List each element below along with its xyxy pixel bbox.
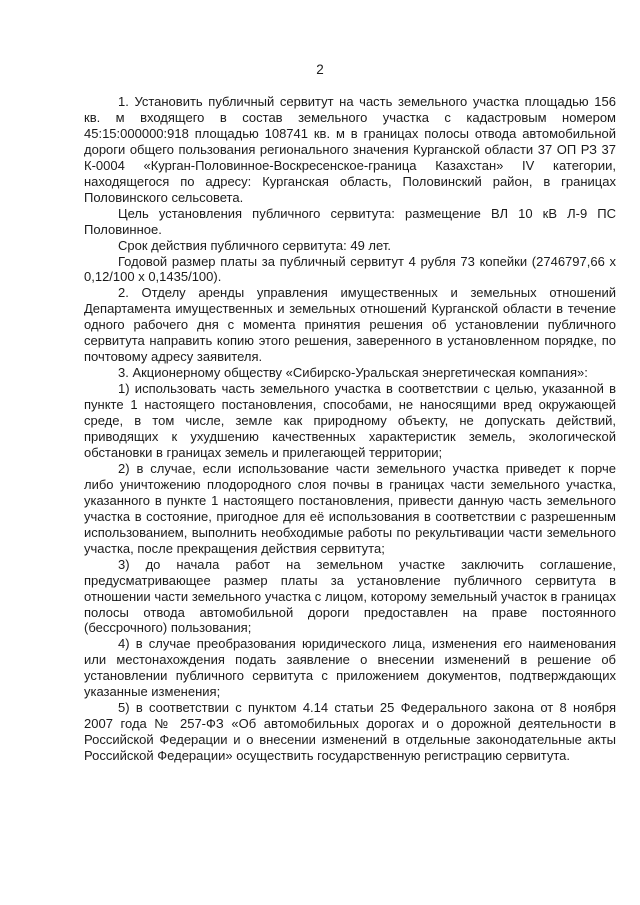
subparagraph-5: 5) в соответствии с пунктом 4.14 статьи 25 Федерального закона от 8 ноября 2007 года № 257-ФЗ «Об автомобильных дорогах и о дорожной деятельности в Российской Федерации и о внесении изменений в отдельные законодательные акты Российской Федерации» осуществить государственную регистрацию сервитута. [84, 700, 616, 764]
paragraph-2-department: 2. Отделу аренды управления имущественных и земельных отношений Департамента имущественных и земельных отношений Курганской области в течение одного рабочего дня с момента принятия решения об установлении публичного сервитута направить копию этого решения, заверенного в установленном порядке, по почтовому адресу заявителя. [84, 285, 616, 365]
page-number: 2 [316, 62, 324, 77]
paragraph-term: Срок действия публичного сервитута: 49 лет. [118, 237, 391, 253]
subparagraph-2: 2) в случае, если использование части земельного участка приведет к порче либо уничтожению плодородного слоя почвы в границах части земельного участка, указанного в пункте 1 настоящего постановления, привести данную часть земельного участка в состояние, пригодное для её использования в соответствии с разрешенным использованием, выполнить необходимые работы по рекультивации части земельного участка, после прекращения действия сервитута; [84, 460, 616, 556]
paragraph-3-company: 3. Акционерному обществу «Сибирско-Уральская энергетическая компания»: [118, 365, 588, 381]
subparagraph-4: 4) в случае преобразования юридического лица, изменения его наименования или местонахождения подать заявление о внесении изменений в решение об установлении публичного сервитута с приложением документов, подтверждающих указанные изменения; [84, 636, 616, 700]
paragraph-1-servitude: 1. Установить публичный сервитут на часть земельного участка площадью 156 кв. м входящего в состав земельного участка с кадастровым номером 45:15:000000:918 площадью 108741 кв. м в границах полосы отвода автомобильной дороги общего пользования регионального значения Курганской области 37 ОП РЗ 37 К-0004 «Курган-Половинное-Воскресенское-граница Казахстан» IV категории, находящегося по адресу: Курганская область, Половинский район, в границах Половинского сельсовета. [84, 94, 616, 205]
document-body [84, 94, 616, 764]
paragraph-purpose: Цель установления публичного сервитута: размещение ВЛ 10 кВ Л-9 ПС Половинное. [84, 205, 616, 237]
subparagraph-3: 3) до начала работ на земельном участке заключить соглашение, предусматривающее размер платы за установление публичного сервитута в отношении части земельного участка с лицом, которому земельный участок в границах полосы отвода автомобильной дороги предоставлен на праве постоянного (бессрочного) пользования; [84, 556, 616, 636]
paragraph-annual-fee: Годовой размер платы за публичный сервитут 4 рубля 73 копейки (2746797,66 х 0,12/100 х 0,1435/100). [84, 253, 616, 285]
subparagraph-1: 1) использовать часть земельного участка в соответствии с целью, указанной в пункте 1 настоящего постановления, способами, не наносящими вред окружающей среде, в том числе, земле как природному объекту, не допускать действий, приводящих к ухудшению качественных характеристик земель, экологической обстановки в границах земель и прилегающей территории; [84, 381, 616, 460]
